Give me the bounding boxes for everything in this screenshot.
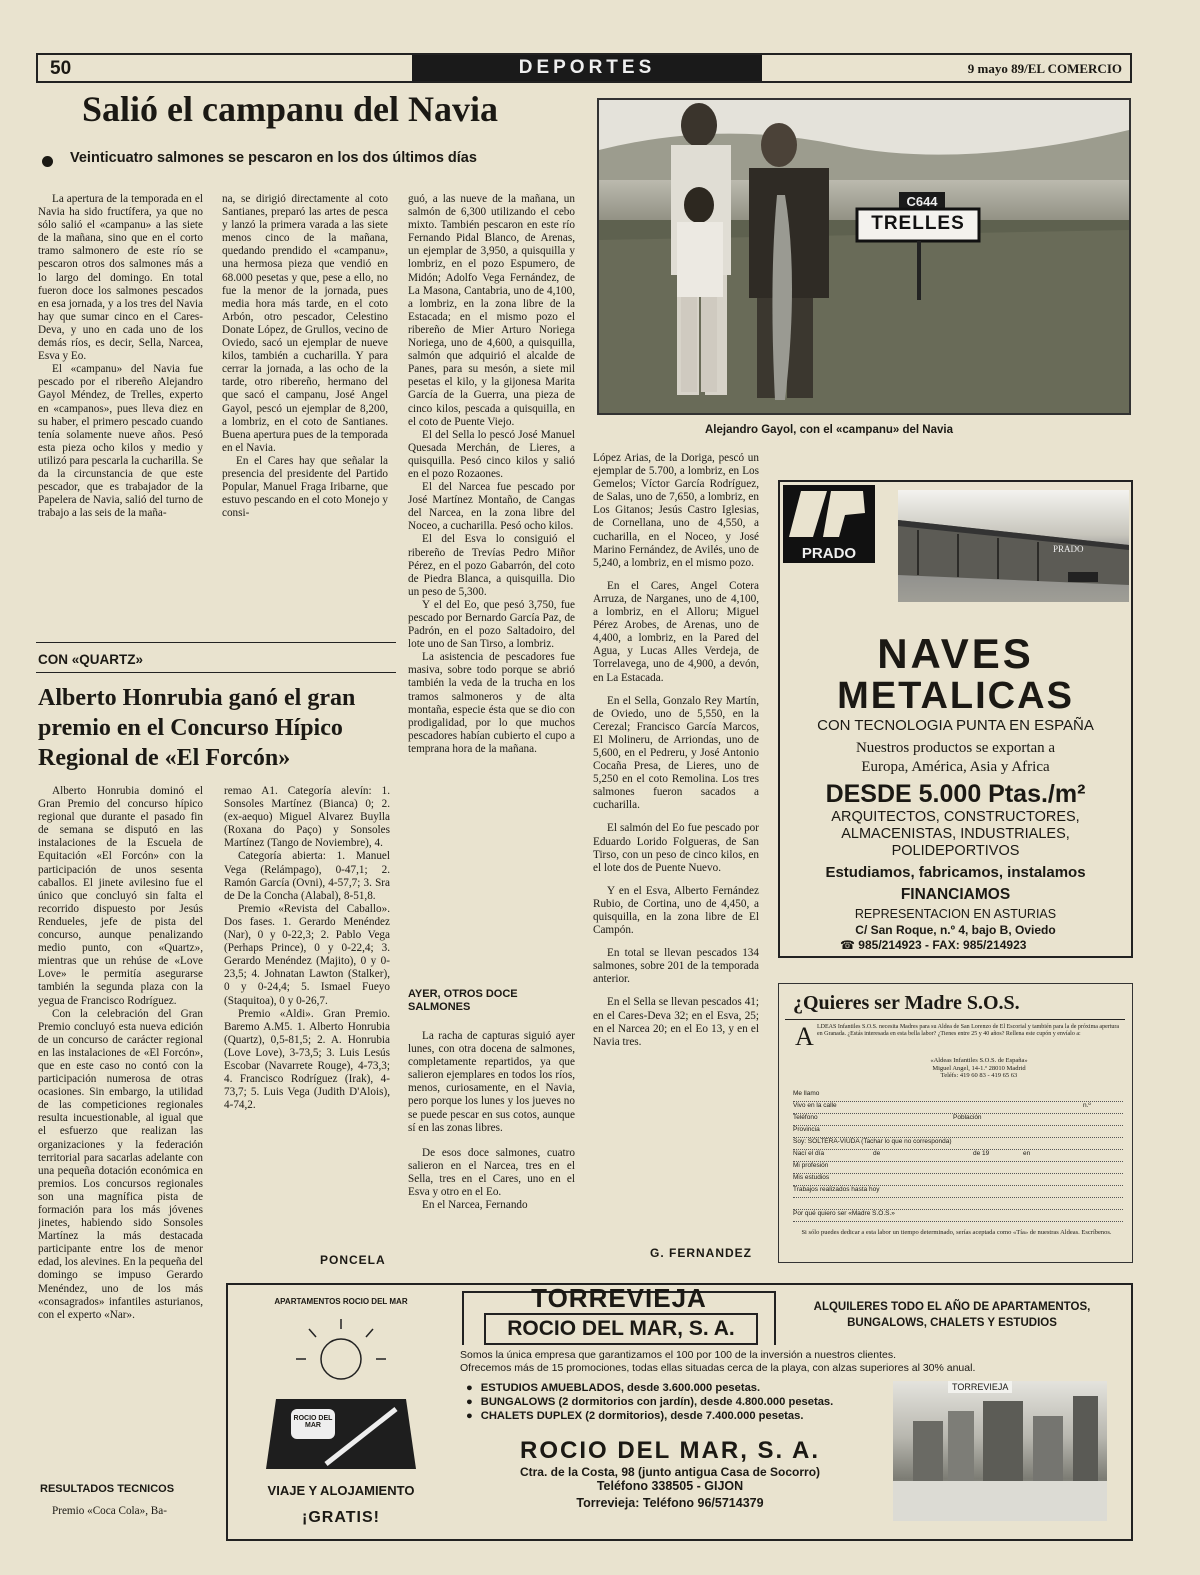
paragraph: En el Sella se llevan pescados 41; en el Cares-Deva 32; en el Esva, 25; en el Narcea 20; en el Eo 13, y en el Navia tres. xyxy=(593,996,759,1048)
coupon-field[interactable] xyxy=(793,1162,1123,1174)
byline: PONCELA xyxy=(320,1253,386,1267)
paragraph: Premio «Aldi». Gran Premio. Baremo A.M5. 1. Alberto Honrubia (Quartz), 0,5-81,5; 2. A. Honrubia (Love Love), 3-73,5; 3. Luis Lesús Escobar (Navarrete Rouge), 4-73,3; 4. Francisco Rodríguez (Irak), 4-73,7; 5. Luis Vega (Judith D'Alois), 4-74,2. xyxy=(224,1007,390,1112)
ad-guarantee: Ofrecemos más de 15 promociones, todas ellas situadas cerca de la playa, con alzas superiores al 30% anual. xyxy=(460,1362,976,1374)
article-column xyxy=(222,193,388,628)
article-column xyxy=(224,785,390,1245)
divider xyxy=(36,642,396,643)
coupon-field[interactable] xyxy=(793,1126,1123,1138)
ad-phone: Torrevieja: Teléfono 96/5714379 xyxy=(576,1496,764,1510)
coupon-field[interactable] xyxy=(793,1198,1123,1210)
ad-address: C/ San Roque, n.º 4, bajo B, Oviedo xyxy=(855,923,1056,937)
article-subhead: AYER, OTROS DOCE SALMONES xyxy=(408,988,518,1013)
list-item xyxy=(466,1395,876,1409)
article-column xyxy=(38,785,203,1477)
article-photo xyxy=(597,98,1131,415)
ad-price: DESDE 5.000 Ptas./m² xyxy=(825,780,1086,808)
coupon-field[interactable] xyxy=(793,1210,1123,1222)
paragraph: El del Narcea fue pescado por José Martínez Montaño, de Cangas del Narcea, en la zona libre del Noceo, a cucharilla. Pesó ocho kilos. xyxy=(408,481,575,533)
ad-title: ROCIO DEL MAR, S. A. xyxy=(484,1313,758,1345)
torrevieja-badge xyxy=(246,1289,436,1499)
sos-address-line: Teléfs: 419 60 83 - 419 65 63 xyxy=(940,1072,1018,1079)
paragraph: na, se dirigió directamente al coto Santianes, preparó las artes de pesca y lanzó la primera varada a las siete menos cinco de la mañana, quedando prendido el «campanu», una hermosa pieza que vendió en 68.000 pesetas y que, pese a ello, no fue la menor de la jornada, pues media hora más tarde, en el coto Arbón, otro pescador, Celestino Donate López, de Grullos, vecino de Oviedo, sacó un ejemplar de nueve kilos, también a cucharilla. Y para cerrar la jornada, a las ocho de la tarde, otro ribereño, hermano del que sacó el campanu, José Angel Gayol, pescó un ejemplar de 8,200, a lombriz, en el coto de Santianes. Buena apertura pues de la temporada en el Navia. xyxy=(222,193,388,454)
coupon-label: Me llamo xyxy=(793,1090,820,1097)
coupon-label: Teléfono xyxy=(793,1114,818,1121)
ad-rentals: ALQUILERES TODO EL AÑO DE APARTAMENTOS, BUNGALOWS, CHALETS Y ESTUDIOS xyxy=(813,1301,1091,1329)
section-title: DEPORTES xyxy=(518,57,656,78)
offer-text: BUNGALOWS (2 dormitorios con jardín), desde 4.800.000 pesetas. xyxy=(480,1396,834,1408)
prado-logo-icon xyxy=(783,485,875,545)
ad-phone: Teléfono 338505 - GIJON xyxy=(596,1479,744,1493)
ad-text: ARQUITECTOS, CONSTRUCTORES, xyxy=(831,809,1080,825)
sign-name: TRELLES xyxy=(871,213,965,234)
badge-car-text: ROCIO DEL MAR xyxy=(293,1415,333,1429)
paragraph: Y en el Esva, Alberto Fernández Rubio, de Cortina, uno de 4,450, a quisquilla, en la zona libre de El Campón. xyxy=(593,884,759,937)
coupon-label: Vivo en la calle xyxy=(793,1102,837,1109)
sos-address-line: Miguel Angel, 14-1.º 28010 Madrid xyxy=(932,1064,1026,1072)
byline: G. FERNANDEZ xyxy=(650,1246,752,1260)
photo-label: TORREVIEJA xyxy=(948,1381,1012,1393)
coupon-field[interactable] xyxy=(793,1102,1123,1114)
ad-text: Estudiamos, fabricamos, instalamos xyxy=(825,864,1086,881)
ad-prado xyxy=(778,480,1133,958)
paragraph: De esos doce salmones, cuatro salieron en el Narcea, tres en el Sella, tres en el Cares, uno en el Esva y otro en el Eo. xyxy=(408,1146,575,1199)
paragraph: Premio «Revista del Caballo». Dos fases. 1. Gerardo Menéndez (Nar), 0 y 0-22,3; 2. Pablo Vega (Perhaps Prince), 0 y 0-22,4; 3. Gerardo Menéndez (Majito), 0 y 0-23,5; 4. Johnatan Lawton (Stalker), 0 y 0-24,4; 5. Ismael Fueyo (Staquitoa), 0 y 0-26,7. xyxy=(224,902,390,1007)
ad-tagline: CON TECNOLOGIA PUNTA EN ESPAÑA xyxy=(817,717,1094,734)
paragraph: Categoría abierta: 1. Manuel Vega (Relámpago), 0-47,1; 2. Ramón García (Ovni), 4-57,7; 3. Sra de De la Concha (Alabal), 8-51,8. xyxy=(224,850,390,902)
paragraph: Premio «Coca Cola», Ba- xyxy=(52,1505,167,1517)
coupon-field[interactable] xyxy=(793,1090,1123,1102)
paragraph: La apertura de la temporada en el Navia ha sido fructífera, ya que no sólo salió el «campanu» a las siete de la mañana, sino que en el corto tramo salmonero de este río se pescaron otros dos salmones más a lo largo del domingo. En total fueron doce los salmones pescados en esa jornada, y a los tres del Navia hay que sumar cinco en el Cares-Deva, y uno en cada uno de los demás ríos, es decir, Sella, Narcea, Esva y Eo. xyxy=(38,193,203,363)
coupon-label: de xyxy=(873,1150,881,1157)
coupon-label: Población xyxy=(953,1114,982,1121)
building-icon xyxy=(898,490,1129,602)
coupon-label: Por qué quiero ser «Madre S.O.S.» xyxy=(793,1210,895,1217)
paragraph: En el Cares, Angel Cotera Arruza, de Narganes, uno de 4,100, a lombriz, en el Alloru; Miguel Pérez Arobes, de Arenas, uno de 4,400, a lombriz, en la Pared del Agua, y Lucas Alles Verdeja, de Torrelavega, uno de 4,900, a devón, en La Estacada. xyxy=(593,579,759,684)
ad-title: TORREVIEJA xyxy=(531,1283,707,1313)
building-sign: PRADO xyxy=(1053,544,1084,554)
coupon-label: en xyxy=(1023,1150,1031,1157)
offer-text: ESTUDIOS AMUEBLADOS, desde 3.600.000 pesetas. xyxy=(480,1382,761,1394)
offer-list xyxy=(466,1381,876,1423)
ad-title: NAVES xyxy=(877,630,1034,677)
coupon-label: Mi profesión xyxy=(793,1162,829,1169)
bullet-icon: ● xyxy=(466,1396,473,1408)
ad-text: Nuestros productos se exportan a xyxy=(855,740,1056,756)
ad-phones xyxy=(840,938,1120,952)
sos-intro: LDEAS Infantiles S.O.S. necesita Madres para su Aldea de San Lorenzo de El Escorial y también para la de próxima apertura en Granada. ¿Estás interesada en esta bella labor? ¿Tienes entre 25 y 40 años? Rellena este cupón y envíalo a: xyxy=(817,1024,1120,1037)
ad-text: POLIDEPORTIVOS xyxy=(891,843,1020,859)
coupon-field[interactable] xyxy=(793,1174,1123,1186)
article-headline: Salió el campanu del Navia xyxy=(82,89,499,129)
article2-headline: Alberto Honrubia ganó el gran premio en el Concurso Hípico Regional de «El Forcón» xyxy=(38,685,356,771)
coupon-label: Nací el día xyxy=(793,1150,825,1157)
ad-text: Europa, América, Asia y Africa xyxy=(861,759,1050,775)
prado-logo xyxy=(783,485,875,563)
ad-text: FINANCIAMOS xyxy=(900,886,1011,903)
sos-footer: Si sólo puedes dedicar a esta labor un tiempo determinado, serías aceptada como «Tía» de nuestras Aldeas. Escríbenos. xyxy=(801,1229,1112,1236)
bullet-icon xyxy=(42,156,53,167)
section-banner xyxy=(412,55,762,81)
paragraph: guó, a las nueve de la mañana, un salmón de 6,300 utilizando el cebo mixto. También pescaron en este río Fernando Pidal Blanco, de Arenas, un ejemplar de 3,950, a quisquilla y lombriz, en el pozo Espumero, de Midón; Adolfo Vega Fernández, de La Masona, Cantabria, uno de 4,100, a lombriz, en la zona libre de la Estacada; en el mismo pozo el ribereño de Mier Arturo Noriega Noriega, uno de 4,600, a quisquilla, salmón que adquirió el alcalde de Panes, para su mesón, a siete mil pesetas el kilo, y la gijonesa Marita García de la Guerra, una pieza de cinco kilos, pescada a quisquilla, en el coto de Puente Viejo. xyxy=(408,193,575,428)
ad-torrevieja xyxy=(226,1283,1133,1541)
article-column xyxy=(38,1505,203,1525)
list-item xyxy=(466,1409,876,1423)
paragraph: El del Sella lo pescó José Manuel Quesada Merchán, de Lieres, a quisquilla. Pesó cinco kilos y salió en el pozo Rozaones. xyxy=(408,428,575,480)
page-header xyxy=(36,53,1132,83)
coupon-field[interactable] xyxy=(793,1138,1123,1150)
coupon-label: Soy: SOLTERA-VIUDA (Tachar lo que no corresponda) xyxy=(793,1138,952,1145)
coupon-label: n.º xyxy=(1083,1102,1091,1109)
photo-caption: Alejandro Gayol, con el «campanu» del Navia xyxy=(705,424,953,436)
coupon-field[interactable] xyxy=(793,1150,1123,1162)
sos-address-line: «Aldeas Infantiles S.O.S. de España» xyxy=(930,1057,1028,1064)
kicker: CON «QUARTZ» xyxy=(38,652,144,667)
ad-text: REPRESENTACION EN ASTURIAS xyxy=(854,907,1057,921)
results-head: RESULTADOS TECNICOS xyxy=(40,1483,175,1495)
bullet-icon: ● xyxy=(466,1382,473,1394)
coupon-field[interactable] xyxy=(793,1186,1123,1198)
ad-company: ROCIO DEL MAR, S. A. xyxy=(519,1437,820,1464)
date-paper: 9 mayo 89/EL COMERCIO xyxy=(967,61,1122,76)
coupon-field[interactable] xyxy=(793,1114,1123,1126)
coupon-label: Provincia xyxy=(793,1126,820,1133)
badge-arc-text: APARTAMENTOS ROCIO DEL MAR xyxy=(274,1297,408,1306)
ad-address: Ctra. de la Costa, 98 (junto antigua Casa de Socorro) xyxy=(519,1465,821,1479)
article-column xyxy=(593,452,759,1232)
coupon-label: Mis estudios xyxy=(793,1174,830,1181)
article-column xyxy=(38,193,203,628)
badge-graphic xyxy=(246,1289,436,1479)
paragraph: El del Esva lo consiguió el ribereño de Trevías Pedro Miñor Pérez, en el pozo Gabarrón, del coto de Piedra Blanca, a quisquilla. Dio un peso de 5,300. xyxy=(408,533,575,598)
sos-coupon xyxy=(793,1090,1123,1222)
paragraph: López Arias, de la Doriga, pescó un ejemplar de 5.700, a lombriz, en Los Gemelos; Víctor García Rodríguez, de Salas, uno de 7,650, a lombriz, en Los Gitanos; Jesús Castro Iglesias, de Cornellana, uno de 4,550, a cucharilla, en el Noceo, y José Marino Fernández, de Avilés, uno de 5,240, a lombriz, en el mismo pozo. xyxy=(593,452,759,569)
paragraph: Y el del Eo, que pesó 3,750, fue pescado por Bernardo García Paz, de Padrón, en el pozo Saltadoiro, del lote uno de San Tirso, a lombriz. xyxy=(408,598,575,651)
sos-title: ¿Quieres ser Madre S.O.S. xyxy=(793,992,1020,1014)
beach-icon xyxy=(893,1381,1107,1521)
prado-brand: PRADO xyxy=(801,545,857,562)
ad-title: METALICAS xyxy=(837,675,1074,717)
paragraph: En el Narcea, Fernando xyxy=(422,1199,528,1212)
paragraph: Alberto Honrubia dominó el Gran Premio del concurso hípico regional que durante el pasado fin de semana se disputó en las instalaciones de la Escuela de Equitación «El Forcón» con la participación de unos sesenta caballos. El jinete avilesino fue el único que concluyó sin falta el recorrido dispuesto por Jesús Rendueles, jefe de pista del concurso, aunque penalizando medio punto, con «Quartz», mientras que un rehúse de «Love Love» le permitía asegurarse también la segunda plaza con la yegua de Francisco Rodríguez. xyxy=(38,785,203,1007)
divider xyxy=(36,672,396,673)
bullet-icon: ● xyxy=(466,1410,473,1422)
badge-gratis: ¡GRATIS! xyxy=(302,1509,380,1526)
paragraph: La racha de capturas siguió ayer lunes, con otra docena de salmones, completamente repartidos, ya que salieron ejemplares en todos los ríos, menos, curiosamente, en el Navia, pero porque los lunes y los jueves no se puede pescar en sus cotos, aunque sí en las zonas libres. xyxy=(408,1030,575,1134)
sos-address xyxy=(859,1057,1099,1080)
sos-drop-letter: A xyxy=(795,1022,814,1051)
article-column xyxy=(408,193,575,988)
offer-text: CHALETS DUPLEX (2 dormitorios), desde 7.400.000 pesetas. xyxy=(480,1410,804,1422)
coupon-label: Trabajos realizados hasta hoy xyxy=(793,1186,880,1193)
ad-guarantee: Somos la única empresa que garantizamos el 100 por 100 de la inversión a nuestros clientes. xyxy=(460,1349,897,1361)
paragraph: En total se llevan pescados 134 salmones, sobre 201 de la temporada anterior. xyxy=(593,947,759,986)
paragraph: En el Sella, Gonzalo Rey Martín, de Oviedo, uno de 5,550, en la Cerezal; Francisco García Marcos, El Molineru, de Arriondas, uno de 5,600, en el Pedreru, y José Antonio Cocaña Presa, de Lieres, uno de 5,250 en el coto Remolina. Los tres salmones fueron sacados a cucharilla. xyxy=(593,694,759,812)
ad-phone-text: 985/214923 - FAX: 985/214923 xyxy=(858,938,1027,952)
building-photo xyxy=(898,490,1129,602)
paragraph: El «campanu» del Navia fue pescado por el ribereño Alejandro Gayol Méndez, de Trelles, experto en «campanos», pues lleva diez en su haber, el primero pescado cuando tenía solamente nueve años. Pesó esta pieza ocho kilos y medio y utilizó para pescarla la cucharilla. Se da la circunstancia de que este pescador, que es trabajador de la Papelera de Navia, salió del turno de trabajo a las seis de la maña- xyxy=(38,363,203,520)
paragraph: En el Cares hay que señalar la presencia del presidente del Partido Popular, Manuel Fraga Iribarne, que estuvo pescando en el coto Monejo y consi- xyxy=(222,454,388,520)
sign-code: C644 xyxy=(906,194,938,209)
paragraph: remao A1. Categoría alevín: 1. Sonsoles Martínez (Bianca) 0; 2. (ex-aequo) Miguel Alvarez Buylla (Roxana do Paço) y Sonsoles Martínez (Tango de Noviembre), 4. xyxy=(224,785,390,850)
beach-photo xyxy=(893,1381,1107,1521)
ad-text: ALMACENISTAS, INDUSTRIALES, xyxy=(841,826,1070,842)
badge-bottom: VIAJE Y ALOJAMIENTO xyxy=(267,1483,415,1498)
paragraph: El salmón del Eo fue pescado por Eduardo Lorido Folgueras, de San Tirso, con un peso de cinco kilos, en el lote dos de Puente Nuevo. xyxy=(593,822,759,874)
coupon-label: de 19 xyxy=(973,1150,990,1157)
phone-icon: ☎ xyxy=(840,938,855,952)
article-subheadline: Veinticuatro salmones se pescaron en los dos últimos días xyxy=(70,150,477,166)
article-column xyxy=(408,1030,575,1267)
divider xyxy=(785,1019,1125,1020)
page-number: 50 xyxy=(50,58,72,79)
paragraph: La asistencia de pescadores fue masiva, sobre todo porque se abrió también la veda de la trucha en los tramos salmoneros y de alta montaña, especie ésta que se dio con prodigalidad, por lo que muchos pescadores habían cubierto el cupo a temprana hora de la mañana. xyxy=(408,651,575,755)
torrevieja-title-box xyxy=(462,1283,776,1345)
paragraph: Con la celebración del Gran Premio concluyó esta nueva edición de un concurso de carácter regional en las instalaciones de «El Forcón», que en este caso no contó con la participación numerosa de otras ocasiones. Sin embargo, la utilidad de las competiciones regionales resulta incuestionable, al igual que el esfuerzo que realizan las organizaciones y la federación territorial para sacarlas adelante con una pequeña dotación económica en premios. Los concursos regionales son una magnífica pista de formación para los más jóvenes jinetes, habiendo sido Sonsoles Martínez la más destacada participante entre los de menor edad, los alevines. En la pequeña del domingo se impuso Gerardo Menéndez, uno de los más «consagrados» infantiles asturianos, con el experto «Nar». xyxy=(38,1007,203,1321)
ad-sos xyxy=(778,983,1133,1263)
photo-scene xyxy=(599,100,1129,413)
list-item xyxy=(466,1381,876,1395)
